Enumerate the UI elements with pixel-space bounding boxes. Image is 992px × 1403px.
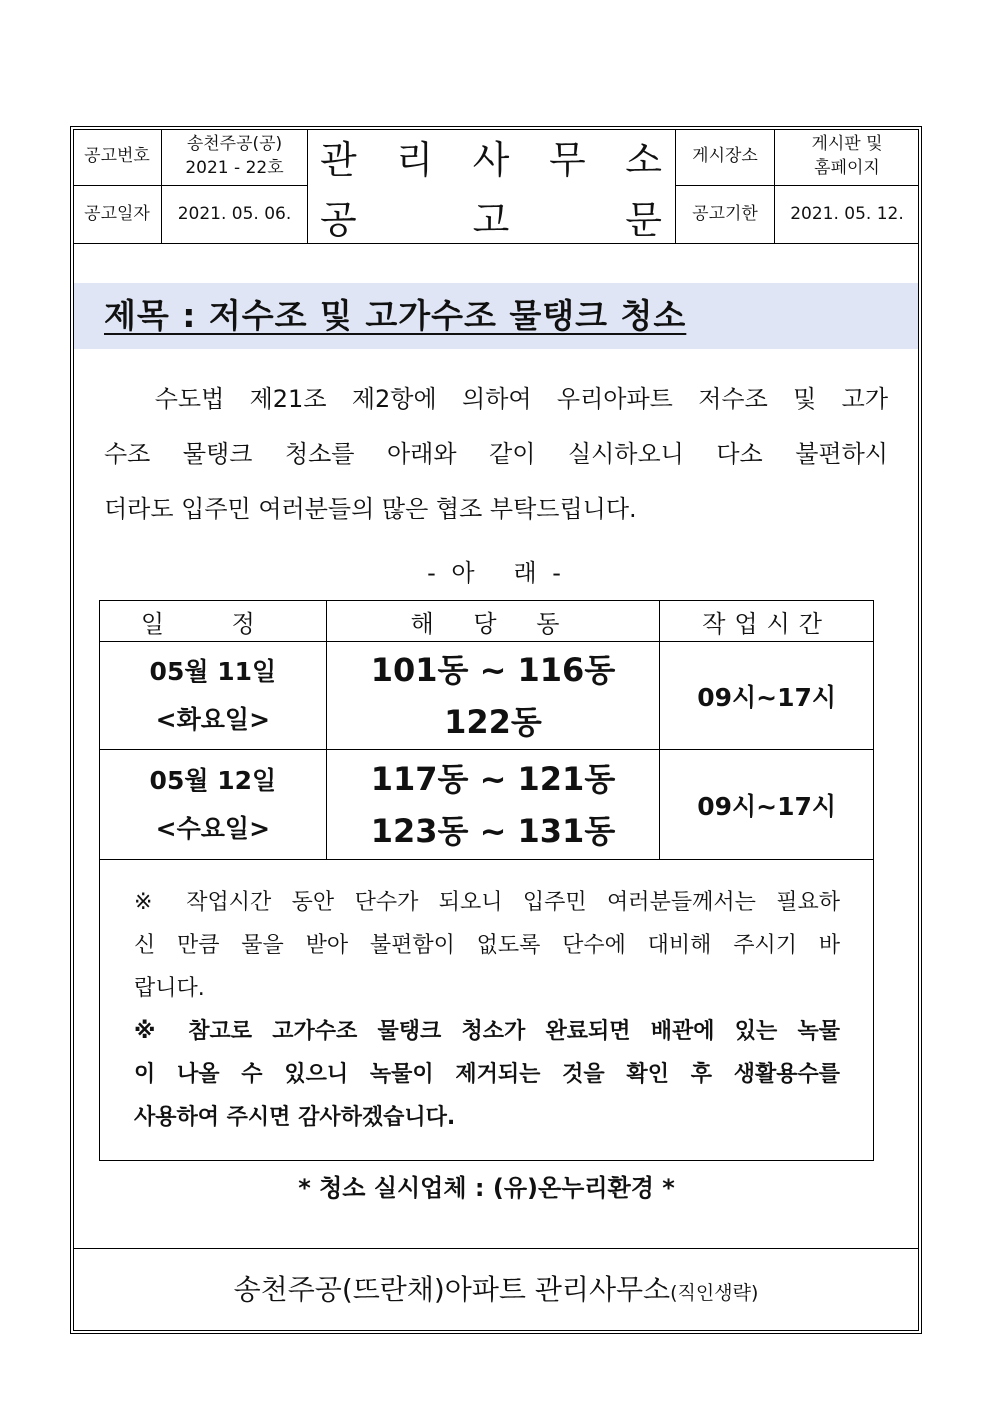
- footer-signature: [74, 1268, 918, 1308]
- note-work-time: [134, 881, 840, 1010]
- row-date-cell: [100, 750, 327, 860]
- row-day: <수요일>: [155, 813, 271, 843]
- table-row: [100, 750, 874, 860]
- schedule-table: [99, 600, 874, 860]
- row-date: 05월 11일: [149, 656, 277, 686]
- note-line: 이 나올 수 있으니 녹물이 제거되는 것을 확인 후 생활용수를: [134, 1062, 840, 1087]
- row-buildings-line1: 101동 ~ 116동: [370, 650, 616, 689]
- row-time: 09시~17시: [660, 750, 874, 860]
- row-buildings-line2: 123동 ~ 131동: [370, 811, 616, 850]
- table-header-row: [100, 601, 874, 642]
- notice-date-label: 공고일자: [73, 186, 162, 244]
- row-date-cell: [100, 642, 327, 750]
- title-line2: 공 고 문: [320, 197, 662, 242]
- title-line1: 관 리 사 무 소: [320, 137, 662, 182]
- ara-heading: - 아 래 -: [427, 559, 565, 587]
- vendor-line: * 청소 실시업체 : (유)온누리환경 *: [298, 1174, 675, 1202]
- body-line: 더라도 입주민 여러분들의 많은 협조 부탁드립니다.: [104, 495, 637, 523]
- header-date: 일 정: [100, 601, 327, 642]
- table-row: [100, 642, 874, 750]
- note-rust-water: [134, 1010, 840, 1139]
- post-place-label: 게시장소: [676, 129, 775, 186]
- row-buildings-line2: 122동: [444, 702, 542, 741]
- header-buildings: 해 당 동: [326, 601, 660, 642]
- footer-divider: [74, 1248, 918, 1249]
- header-work-time: 작업시간: [660, 601, 874, 642]
- note-line: 사용하여 주시면 감사하겠습니다.: [134, 1105, 456, 1130]
- row-time: 09시~17시: [660, 642, 874, 750]
- post-place-value: 게시판 및 홈페이지: [775, 129, 919, 186]
- subject-title: 제목 : 저수조 및 고가수조 물탱크 청소: [104, 296, 687, 335]
- row-buildings-cell: [326, 642, 660, 750]
- notice-no-value: 송천주공(공) 2021 - 22호: [162, 129, 308, 186]
- body-paragraph: [104, 372, 888, 537]
- row-day: <화요일>: [155, 704, 271, 734]
- post-period-value: 2021. 05. 12.: [775, 186, 919, 244]
- row-buildings-line1: 117동 ~ 121동: [370, 759, 616, 798]
- body-line: 수도법 제21조 제2항에 의하여 우리아파트 저수조 및 고가: [104, 385, 888, 413]
- notice-no-label: 공고번호: [73, 129, 162, 186]
- note-line: ※ 참고로 고가수조 물탱크 청소가 완료되면 배관에 있는 녹물: [134, 1019, 840, 1044]
- notice-date-value: 2021. 05. 06.: [162, 186, 308, 244]
- body-line: 수조 물탱크 청소를 아래와 같이 실시하오니 다소 불편하시: [104, 440, 888, 468]
- row-buildings-cell: [326, 750, 660, 860]
- post-period-label: 공고기한: [676, 186, 775, 244]
- note-line: 신 만큼 물을 받아 불편함이 없도록 단수에 대비해 주시기 바: [134, 933, 840, 958]
- row-date: 05월 12일: [149, 765, 277, 795]
- footer-office-name: 송천주공(뜨란채)아파트 관리사무소: [233, 1273, 671, 1306]
- note-line: 랍니다.: [134, 976, 205, 1001]
- footer-seal-omitted: (직인생략): [670, 1282, 759, 1304]
- note-line: ※ 작업시간 동안 단수가 되오니 입주민 여러분들께서는 필요하: [134, 890, 840, 915]
